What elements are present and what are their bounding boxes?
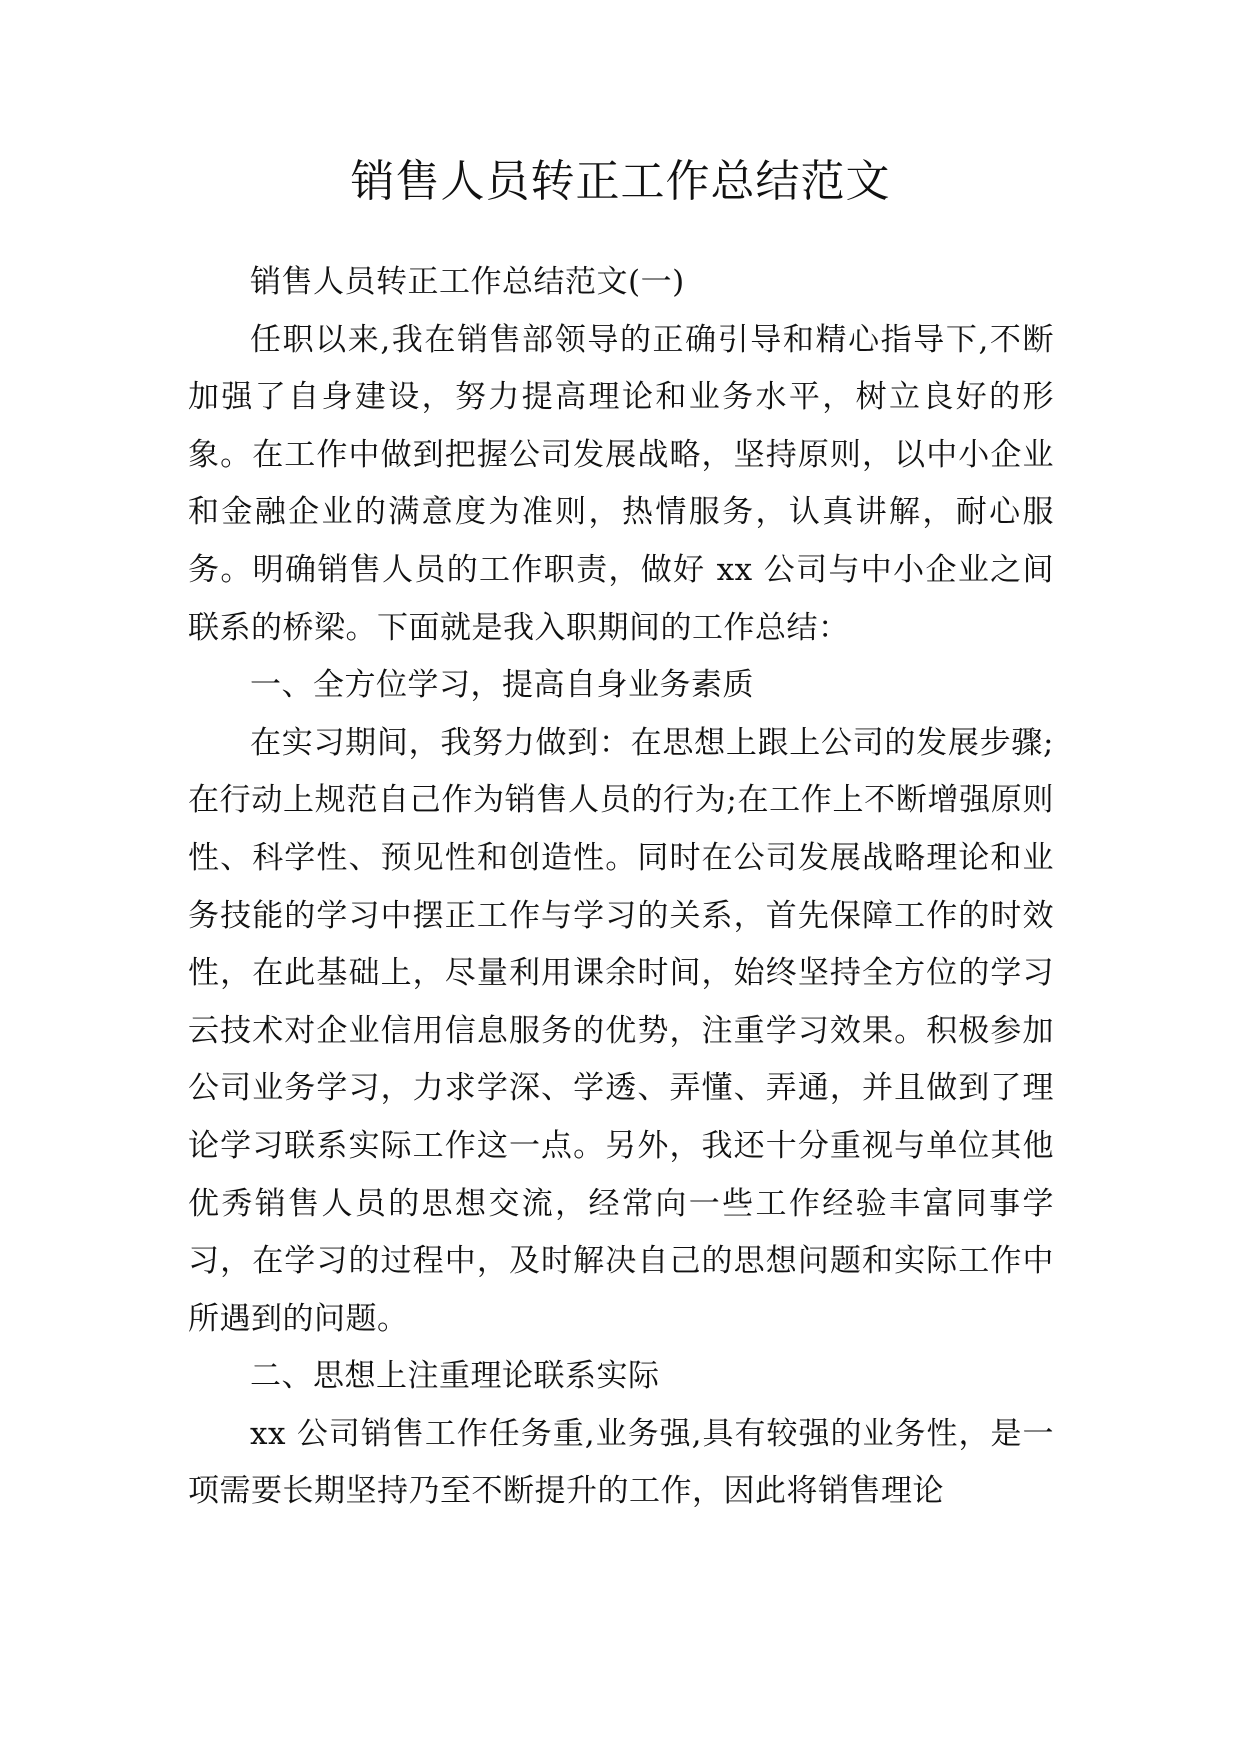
section-heading-one: 销售人员转正工作总结范文(一)	[250, 264, 685, 300]
intro-paragraph: 任职以来,我在销售部领导的正确引导和精心指导下,不断加强了自身建设，努力提高理论和业务水平，树立良好的形象。在工作中做到把握公司发展战略，坚持原则，以中小企业和金融企业的满意度为准则，热情服务，认真讲解，耐心服务。明确销售人员的工作职责，做好 xx 公司与中小企业之间联系的桥梁。下面就是我入职期间的工作总结：	[188, 321, 1054, 646]
document-title: 销售人员转正工作总结范文	[350, 156, 891, 207]
subheading-theory: 二、思想上注重理论联系实际	[250, 1358, 660, 1395]
document-body	[188, 254, 1054, 1521]
theory-paragraph: xx 公司销售工作任务重,业务强,具有较强的业务性，是一项需要长期坚持乃至不断提升的工作，因此将销售理论	[188, 1415, 1054, 1510]
subheading-learning: 一、全方位学习，提高自身业务素质	[250, 667, 754, 704]
learning-paragraph: 在实习期间，我努力做到：在思想上跟上公司的发展步骤;在行动上规范自己作为销售人员的行为;在工作上不断增强原则性、科学性、预见性和创造性。同时在公司发展战略理论和业务技能的学习中摆正工作与学习的关系，首先保障工作的时效性，在此基础上，尽量利用课余时间，始终坚持全方位的学习云技术对企业信用信息服务的优势，注重学习效果。积极参加公司业务学习，力求学深、学透、弄懂、弄通，并且做到了理论学习联系实际工作这一点。另外，我还十分重视与单位其他优秀销售人员的思想交流，经常向一些工作经验丰富同事学习，在学习的过程中，及时解决自己的思想问题和实际工作中所遇到的问题。	[188, 724, 1054, 1337]
